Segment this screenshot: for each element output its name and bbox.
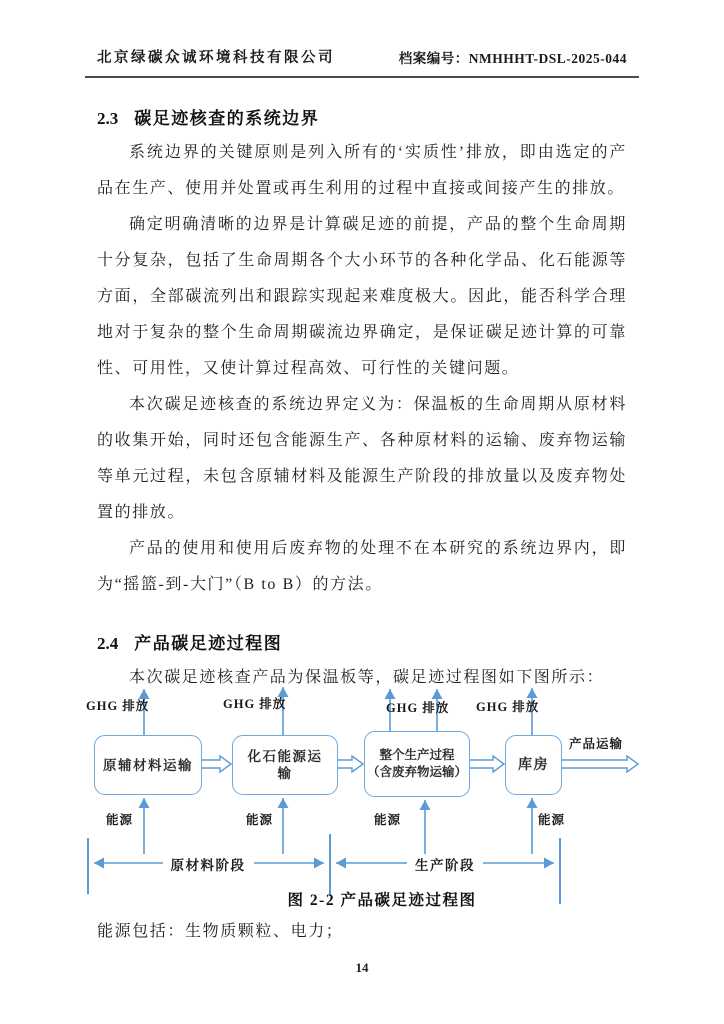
stage-label: 原材料阶段 <box>163 858 254 873</box>
stage-raw-material <box>88 854 328 875</box>
stage-production <box>332 854 558 875</box>
ghg-emission-label: GHG 排放 <box>223 697 287 711</box>
energy-label: 能源 <box>106 813 134 827</box>
section-number: 2.4 <box>97 634 119 653</box>
section-heading-2-3 <box>97 104 627 129</box>
page-header <box>85 46 639 78</box>
archive-number <box>399 47 627 67</box>
paragraph: 产品的使用和使用后废弃物的处理不在本研究的系统边界内，即为“摇篮-到-大门”（B to B）的方法。 <box>97 540 627 593</box>
paragraph: 本次碳足迹核查的系统边界定义为：保温板的生命周期从原材料的收集开始，同时还包含能源生产、各种原材料的运输、废弃物运输等单元过程，未包含原辅材料及能源生产阶段的排放量以及废弃物处置的排放。 <box>97 396 627 521</box>
archive-number-value: NMHHHT-DSL-2025-044 <box>468 51 627 66</box>
flow-arrow <box>337 756 363 772</box>
ghg-emission-label: GHG 排放 <box>86 699 150 713</box>
carbon-footprint-process-diagram <box>86 682 646 944</box>
process-box-raw-material-transport <box>94 735 202 795</box>
energy-note: 能源包括：生物质颗粒、电力； <box>97 923 344 940</box>
section-title: 碳足迹核查的系统边界 <box>134 109 320 128</box>
box-label: （含废弃物运输） <box>366 765 467 779</box>
company-name: 北京绿碳众诚环境科技有限公司 <box>97 50 335 66</box>
section-heading-2-4 <box>97 629 627 654</box>
box-label: 原辅材料运输 <box>103 757 193 773</box>
section-title: 产品碳足迹过程图 <box>134 634 283 653</box>
flow-arrow <box>469 756 504 772</box>
process-box-fossil-energy-transport <box>232 735 338 795</box>
section-2-3-body <box>97 135 627 603</box>
section-number: 2.3 <box>97 109 119 128</box>
archive-number-label: 档案编号： <box>398 51 469 66</box>
paragraph: 系统边界的关键原则是列入所有的‘实质性’排放，即由选定的产品在生产、使用并处置或再生利用的过程中直接或间接产生的排放。 <box>97 144 627 197</box>
energy-label: 能源 <box>374 813 402 827</box>
process-box-warehouse <box>505 735 562 795</box>
paragraph: 确定明确清晰的边界是计算碳足迹的前提，产品的整个生命周期十分复杂，包括了生命周期各个大小环节的各种化学品、化石能源等方面，全部碳流列出和跟踪实现起来难度极大。因此，能否科学合理地对于复杂的整个生命周期碳流边界确定，是保证碳足迹计算的可靠性、可用性，又使计算过程高效、可行性的关键问题。 <box>97 216 627 377</box>
box-label: 库房 <box>518 757 549 773</box>
energy-label: 能源 <box>538 813 566 827</box>
product-transport-arrow <box>561 756 638 772</box>
figure-caption: 图 2-2 产品碳足迹过程图 <box>287 892 477 909</box>
paragraph: 本次碳足迹核查产品为保温板等，碳足迹过程图如下图所示： <box>129 669 605 686</box>
page-number: 14 <box>355 960 369 975</box>
process-box-production-process <box>364 731 470 797</box>
ghg-emission-label: GHG 排放 <box>476 700 540 714</box>
stage-label: 生产阶段 <box>407 858 483 873</box>
box-label: 整个生产过程 <box>379 748 455 762</box>
energy-label: 能源 <box>246 813 274 827</box>
product-transport-label: 产品运输 <box>569 737 624 751</box>
ghg-emission-label: GHG 排放 <box>386 701 450 715</box>
flow-arrow <box>201 756 231 772</box>
box-label: 化石能源运 <box>247 749 323 764</box>
box-label: 输 <box>277 766 293 781</box>
